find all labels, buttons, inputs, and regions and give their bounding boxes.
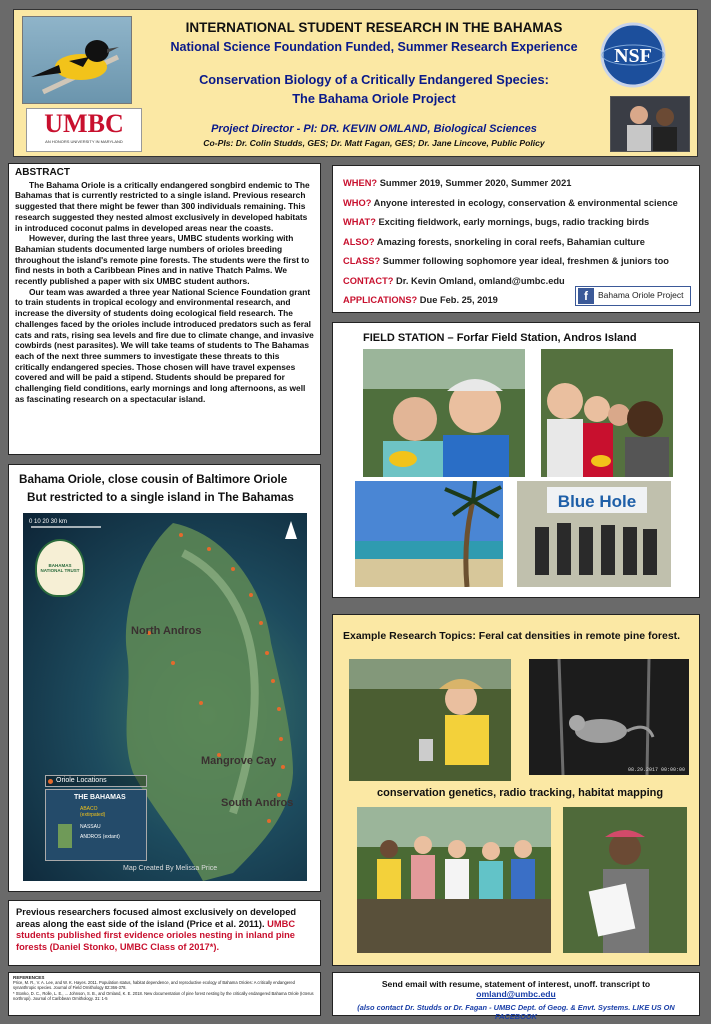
blue-hole-sign: Blue Hole (557, 492, 637, 511)
header-subtitle: National Science Foundation Funded, Summer Research Experience (170, 40, 578, 54)
label-mangrove-cay: Mangrove Cay (201, 755, 277, 767)
fact-value: Summer following sophomore year ideal, freshmen & juniors too (382, 256, 669, 266)
student-fieldwork-photo (349, 659, 511, 781)
project-title-line1: Conservation Biology of a Critically Endangered Species: (199, 72, 549, 87)
map-legend (45, 775, 147, 787)
fact-label: CONTACT? (343, 275, 394, 286)
fact-value: Dr. Kevin Omland, omland@umbc.edu (396, 275, 565, 286)
umbc-logo-text: UMBC (44, 109, 124, 138)
inset-andros-shape (58, 824, 72, 848)
poster-header (13, 9, 698, 157)
project-title-line2: The Bahama Oriole Project (292, 91, 456, 106)
north-arrow-icon (285, 521, 297, 539)
project-director: Project Director - PI: DR. KEVIN OMLAND, Biological Sciences (211, 123, 537, 135)
contact-panel (332, 972, 700, 1021)
facebook-icon: f (578, 288, 594, 304)
abstract-paragraph-2: However, during the last three years, UMBC students working with Bahamian students documented large numbers of orioles breeding throughout the island's remote pine forests. The students were the first to find nests in both a Caribbean Pines and in native Thatch Palms. We recently published a paper with six UMBC student authors. (15, 233, 310, 287)
student-notebook-photo (563, 807, 687, 953)
nsf-logo (600, 22, 666, 88)
legend-label: Oriole Locations (56, 777, 107, 784)
contact-line (341, 979, 691, 999)
fact-label: WHAT? (343, 217, 376, 227)
label-south-andros: South Andros (221, 797, 294, 809)
abstract-title: ABSTRACT (15, 167, 70, 178)
contact-instructions: Send email with resume, statement of interest, unoff. transcript to (381, 979, 651, 989)
fact-who (343, 194, 689, 214)
abstract-paragraph-3: Our team was awarded a three year National Science Foundation grant to train students in tropical ecology and environmental research, and increase the diversity of students doing ecological field research. The challenges faced by the orioles include introduced predators such as feral cats and rats, rising sea levels and fire due to climate change, and invasive cowbirds (nest parasites). We will take teams of students to The Bahamas each of the next three summers to investigate these threats to this critically endangered species. Those chosen will have travel expenses covered and will be paid a stipend. Students should be prepared for challenging field conditions, early mornings and long afternoons, as well as fascinating research on a spectacular island. (15, 286, 314, 404)
fact-value: Amazing forests, snorkeling in coral reefs, Bahamian culture (376, 236, 645, 247)
fact-value: Summer 2019, Summer 2020, Summer 2021 (379, 178, 572, 188)
field-station-panel (332, 322, 700, 598)
map-credit: Map Created By Melissa Price (123, 865, 218, 872)
fact-also (343, 233, 689, 253)
camera-trap-cat-photo (529, 659, 689, 775)
abstract-panel (8, 163, 321, 455)
fact-value: Exciting fieldwork, early mornings, bugs, radio tracking birds (378, 217, 650, 227)
facebook-label: Bahama Oriole Project (598, 290, 684, 301)
label-north-andros: North Andros (131, 625, 202, 637)
header-title: INTERNATIONAL STUDENT RESEARCH IN THE BAHAMAS (185, 20, 563, 35)
contact-email-link[interactable]: omland@umbc.edu (476, 989, 556, 999)
umbc-logo (26, 108, 142, 152)
field-group-photo (541, 349, 673, 477)
facebook-link[interactable] (575, 286, 691, 306)
fact-label: APPLICATIONS? (343, 295, 418, 305)
previous-research-text: Previous researchers focused almost exclusively on developed areas along the east side of the island (Price et al. 2011). (16, 907, 297, 929)
bahamas-national-trust-seal (35, 539, 85, 597)
inset-andros: ANDROS (extant) (80, 834, 120, 840)
inset-abaco: ABACO (extirpated) (80, 806, 106, 818)
fact-label: WHO? (343, 197, 372, 208)
fact-when (343, 174, 689, 194)
fact-label: CLASS? (343, 256, 381, 266)
map-heading-1: Bahama Oriole, close cousin of Baltimore Oriole (19, 473, 288, 486)
previous-research-panel (8, 900, 321, 966)
fact-value: Due Feb. 25, 2019 (419, 295, 498, 305)
reference-1: Price, M. R., V. A. Lee, and W. K. Hayes. 2011. Population status, habitat dependence, and reproductive ecology of Bahama Orioles: A critically endangered synanthropic species. Journal of Field Ornithology 82:366-378. (13, 980, 295, 991)
andros-island-map (23, 513, 307, 881)
pi-photo (610, 96, 690, 152)
reference-2: * Stonko, D. C., Rolle, L. E., ... Johnson, S. B., and Omland, K. E. 2018. New documentation of pine forest nesting by the critically endangered Bahama Oriole (Icterus northropi). Journal of Caribbean Ornithology. 31: 1-5 (13, 990, 314, 1001)
umbc-findings-text: UMBC students published first evidence orioles nesting in inland pine forests (Daniel Stonko, UMBC Class of 2017*). (16, 918, 296, 952)
fact-class (343, 252, 689, 272)
co-pis: Co-PIs: Dr. Colin Studds, GES; Dr. Matt Fagan, GES; Dr. Jane Lincove, Public Policy (203, 138, 545, 148)
field-station-title: FIELD STATION – Forfar Field Station, Andros Island (363, 332, 637, 344)
blue-hole-group-photo (517, 481, 671, 587)
references-title: REFERENCES (13, 975, 45, 980)
references-panel (8, 972, 321, 1016)
camera-timestamp: 08.29.2017 00:00:00 (627, 767, 685, 773)
beach-palm-photo (355, 481, 503, 587)
bahamas-inset-map (45, 789, 147, 861)
bahama-oriole-photo (22, 16, 132, 104)
research-topics-panel (332, 614, 700, 966)
inset-title: THE BAHAMAS (74, 794, 126, 801)
abstract-paragraph-1: The Bahama Oriole is a critically endangered songbird endemic to The Bahamas that is currently restricted to a single island. Previous research suggested that there might be fewer than 300 individuals remaining. This research suggested they nested almost exclusively in developed habitats in introduced coconut palms in developed areas near the coasts. (15, 179, 310, 233)
inset-nassau: NASSAU (80, 824, 101, 830)
umbc-logo-subtitle: AN HONORS UNIVERSITY IN MARYLAND (45, 139, 123, 144)
trust-seal-text: BAHAMAS NATIONAL TRUST (40, 563, 80, 573)
legend-dot-icon (48, 779, 53, 784)
map-heading-2: But restricted to a single island in The Bahamas (27, 491, 294, 504)
fact-label: ALSO? (343, 236, 375, 247)
nsf-logo-text: NSF (614, 45, 652, 67)
fact-value: Anyone interested in ecology, conservation & environmental science (373, 197, 678, 208)
fact-what (343, 213, 689, 233)
fact-label: WHEN? (343, 178, 378, 188)
research-topics-title: Example Research Topics: Feral cat densities in remote pine forest. (343, 630, 681, 642)
field-selfie-photo (363, 349, 525, 477)
map-scale: 0 10 20 30 km (29, 519, 68, 525)
oriole-map-panel (8, 464, 321, 892)
research-subtitle: conservation genetics, radio tracking, habitat mapping (377, 787, 664, 799)
student-team-photo (357, 807, 551, 953)
program-facts-panel (332, 165, 700, 313)
contact-secondary: (also contact Dr. Studds or Dr. Fagan - UMBC Dept. of Geog. & Envt. Systems. LIKE US ON FACEBOOK (357, 1003, 675, 1021)
